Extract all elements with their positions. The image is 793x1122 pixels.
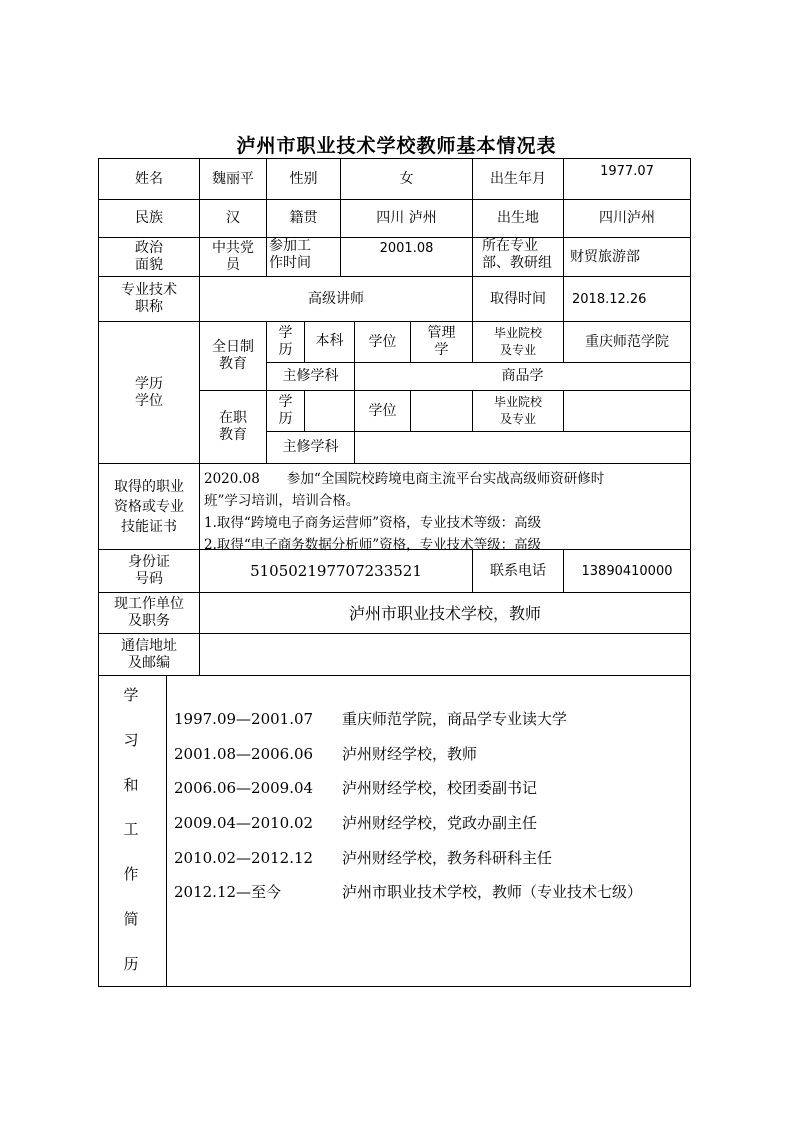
- label-oj-major: 主修学科: [282, 439, 339, 455]
- value-title-date: 2018.12.26: [572, 291, 647, 307]
- value-native: 四川 泸州: [376, 210, 437, 226]
- history-entry: [174, 847, 552, 868]
- value-dept: 财贸旅游部: [570, 248, 640, 265]
- col-divider: [166, 675, 167, 987]
- history-label-char: 作: [123, 865, 139, 884]
- value-phone: 13890410000: [581, 563, 673, 579]
- history-entry: [174, 743, 477, 764]
- label-oj-xueli: [267, 391, 304, 431]
- value-oj-major: [355, 432, 690, 463]
- label-education-line1: 学历: [135, 375, 163, 392]
- label-onjob-line1: 在职: [219, 410, 247, 426]
- label-title: [99, 277, 199, 321]
- history-label-char: 习: [123, 730, 139, 749]
- label-history: [98, 684, 164, 974]
- label-ft-xueli-line1: 学: [278, 325, 293, 341]
- label-education-line2: 学位: [135, 392, 163, 409]
- history-period: 2009.04—2010.02: [174, 814, 314, 832]
- label-id-line2: 号码: [135, 571, 163, 587]
- value-gender: 女: [399, 170, 414, 187]
- value-ft-degree-line2: 学: [434, 342, 449, 358]
- label-work-start-line2: 作时间: [269, 255, 311, 271]
- label-politics-line1: 政治: [135, 240, 163, 256]
- label-oj-school-line2: 及专业: [499, 412, 536, 426]
- label-ft-degree: 学位: [368, 333, 397, 350]
- value-birth: 1977.07: [600, 164, 654, 179]
- value-oj-xueli: [305, 391, 354, 431]
- label-address: [99, 634, 199, 675]
- label-politics-line2: 面貌: [135, 257, 163, 273]
- history-period: 2001.08—2006.06: [174, 745, 314, 763]
- label-id-line1: 身份证: [128, 554, 170, 570]
- label-oj-xueli-line2: 历: [278, 411, 293, 427]
- value-name: 魏丽平: [212, 170, 254, 187]
- label-ft-school: [473, 322, 563, 362]
- label-oj-xueli-line1: 学: [278, 394, 293, 410]
- value-ft-school: 重庆师范学院: [585, 333, 669, 350]
- value-work-start: 2001.08: [379, 241, 434, 256]
- label-native: 籍贯: [289, 210, 318, 226]
- history-period: 2006.06—2009.04: [174, 779, 314, 797]
- value-ft-major: 商品学: [501, 368, 544, 384]
- row-divider: [98, 675, 691, 676]
- value-ft-xueli: 本科: [315, 333, 344, 349]
- label-fulltime-line1: 全日制: [212, 339, 254, 355]
- value-ethnicity: 汉: [226, 210, 240, 226]
- history-desc: 泸州市职业技术学校，教师（专业技术七级）: [342, 883, 643, 901]
- label-ethnicity: 民族: [135, 210, 163, 226]
- history-entry: [174, 812, 537, 833]
- label-oj-school: [473, 391, 563, 431]
- history-period: 2012.12—至今: [174, 883, 282, 901]
- value-ft-degree: [411, 322, 472, 362]
- value-politics: [200, 238, 266, 276]
- label-work-start: [269, 238, 340, 276]
- value-id: 510502197707233521: [250, 561, 422, 580]
- value-birthplace: 四川泸州: [599, 210, 655, 226]
- label-ft-xueli-line2: 历: [278, 342, 293, 358]
- history-entry: [174, 708, 567, 729]
- value-address: [200, 634, 690, 675]
- history-label-char: 和: [123, 775, 139, 794]
- history-desc: 泸州财经学校，教务科研科主任: [342, 849, 553, 867]
- label-work-start-line1: 参加工: [269, 238, 311, 254]
- label-oj-school-line1: 毕业院校: [493, 395, 542, 409]
- history-label-char: 历: [123, 954, 139, 973]
- label-id: [99, 550, 199, 592]
- label-gender: 性别: [289, 170, 318, 187]
- label-ft-school-line2: 及专业: [499, 343, 536, 357]
- label-fulltime-line2: 教育: [219, 356, 247, 372]
- history-desc: 泸州财经学校，校团委副书记: [342, 779, 538, 797]
- label-ft-major: 主修学科: [282, 368, 339, 384]
- label-name: 姓名: [135, 170, 163, 187]
- page-title: 泸州市职业技术学校教师基本情况表: [236, 135, 557, 157]
- label-phone: 联系电话: [490, 562, 546, 579]
- label-address-line1: 通信地址: [121, 637, 177, 654]
- label-cert-line1: 取得的职业: [114, 478, 184, 495]
- label-oj-degree: 学位: [368, 402, 397, 419]
- value-title: 高级讲师: [308, 290, 364, 307]
- value-oj-school: [564, 391, 690, 431]
- label-cert-line3: 技能证书: [121, 518, 177, 535]
- label-birthplace: 出生地: [497, 210, 539, 226]
- cert-line: 2020.08 参加“全国院校跨境电商主流平台实战高级师资研修时: [204, 471, 605, 487]
- history-entry: [174, 881, 642, 902]
- label-address-line2: 及邮编: [128, 654, 170, 671]
- history-label-char: 简: [123, 910, 139, 929]
- history-desc: 泸州财经学校，党政办副主任: [342, 814, 538, 832]
- cert-line: 2.取得“电子商务数据分析师”资格，专业技术等级：高级: [204, 537, 542, 553]
- history-period: 2010.02—2012.12: [174, 849, 314, 867]
- cert-line: 班”学习培训，培训合格。: [204, 493, 360, 509]
- label-work-line1: 现工作单位: [114, 596, 184, 612]
- label-title-date: 取得时间: [490, 290, 546, 307]
- cert-line: 1.取得“跨境电子商务运营师”资格，专业技术等级：高级: [204, 515, 542, 531]
- label-ft-xueli: [267, 322, 304, 362]
- certificates-text: [204, 468, 688, 556]
- history-entry: [174, 777, 537, 798]
- history-label-char: 工: [123, 820, 139, 839]
- history-desc: 重庆师范学院，商品学专业读大学: [342, 710, 568, 728]
- history-desc: 泸州财经学校，教师: [342, 745, 478, 763]
- label-dept: [482, 238, 563, 276]
- label-dept-line2: 部、教研组: [482, 255, 552, 271]
- history-period: 1997.09—2001.07: [174, 710, 314, 728]
- value-ft-degree-line1: 管理: [427, 325, 456, 341]
- value-politics-line2: 员: [226, 257, 240, 273]
- label-onjob: [200, 391, 266, 463]
- label-birth: 出生年月: [490, 170, 546, 187]
- label-work-line2: 及职务: [128, 613, 170, 629]
- label-fulltime: [200, 322, 266, 390]
- label-education: [99, 322, 199, 463]
- label-ft-school-line1: 毕业院校: [493, 326, 542, 340]
- label-title-line2: 职称: [135, 299, 163, 315]
- label-onjob-line2: 教育: [219, 427, 247, 443]
- label-politics: [99, 238, 199, 276]
- label-work: [99, 593, 199, 633]
- label-title-line1: 专业技术: [121, 282, 177, 298]
- history-label-char: 学: [123, 686, 139, 704]
- label-dept-line1: 所在专业: [482, 238, 538, 254]
- label-cert-line2: 资格或专业: [114, 498, 184, 515]
- value-work: 泸州市职业技术学校，教师: [348, 603, 541, 623]
- value-oj-degree: [411, 391, 472, 431]
- label-certificates: [99, 464, 199, 549]
- value-politics-line1: 中共党: [212, 240, 254, 256]
